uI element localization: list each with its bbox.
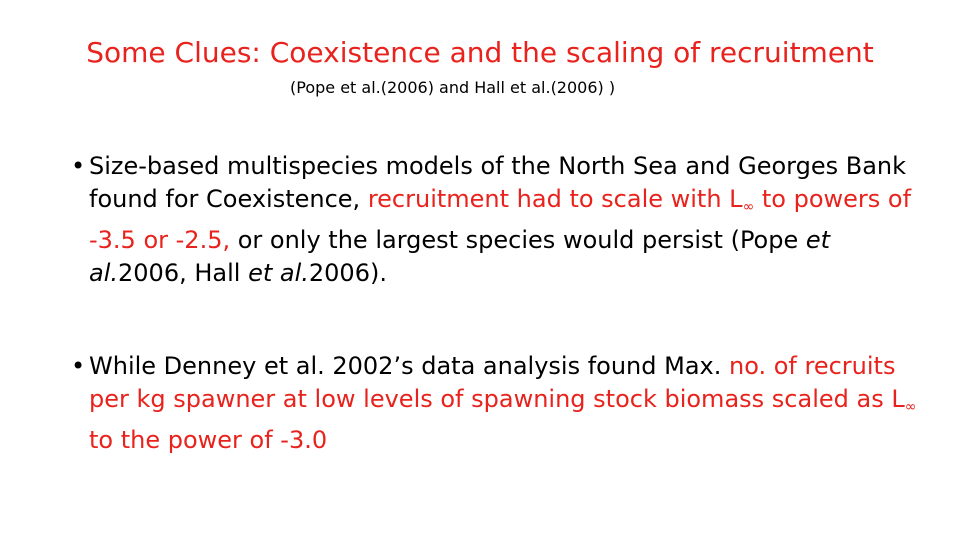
bullet-1-text-d: 2006). bbox=[308, 259, 387, 287]
bullet-mark: • bbox=[71, 152, 86, 180]
bullet-2-text-a: While Denney et al. 2002’s data analysis found Max. bbox=[89, 352, 729, 380]
slide-subtitle: (Pope et al.(2006) and Hall et al.(2006) ) bbox=[290, 78, 616, 97]
bullet-2-highlight-a: no. of recruits per kg spawner at low levels of spawning stock biomass scaled as L bbox=[89, 352, 905, 413]
bullet-1-text-b: or only the largest species would persist (Pope bbox=[230, 226, 806, 254]
bullet-1-infinity-subscript: ∞ bbox=[742, 199, 755, 215]
bullet-1-text-c: 2006, Hall bbox=[118, 259, 249, 287]
bullet-1-etal-b: et al. bbox=[248, 259, 309, 287]
bullet-item-coexistence bbox=[60, 150, 920, 290]
bullet-1-text-a: Size-based multispecies models of the North Sea and Georges Bank found for Coexistence, bbox=[89, 152, 907, 213]
bullet-2-highlight-b: to the power of -3.0 bbox=[89, 426, 328, 454]
bullet-1-highlight-a: recruitment had to scale with L bbox=[367, 185, 743, 213]
bullet-1-highlight-b: to powers of -3.5 or -2.5, bbox=[89, 185, 912, 254]
slide-title: Some Clues: Coexistence and the scaling of recruitment bbox=[86, 36, 874, 69]
bullet-1-etal-a: et al. bbox=[89, 226, 831, 287]
bullet-list bbox=[60, 150, 920, 457]
bullet-mark: • bbox=[71, 352, 86, 380]
bullet-2-infinity-subscript: ∞ bbox=[904, 399, 917, 415]
bullet-item-denney bbox=[60, 350, 920, 457]
